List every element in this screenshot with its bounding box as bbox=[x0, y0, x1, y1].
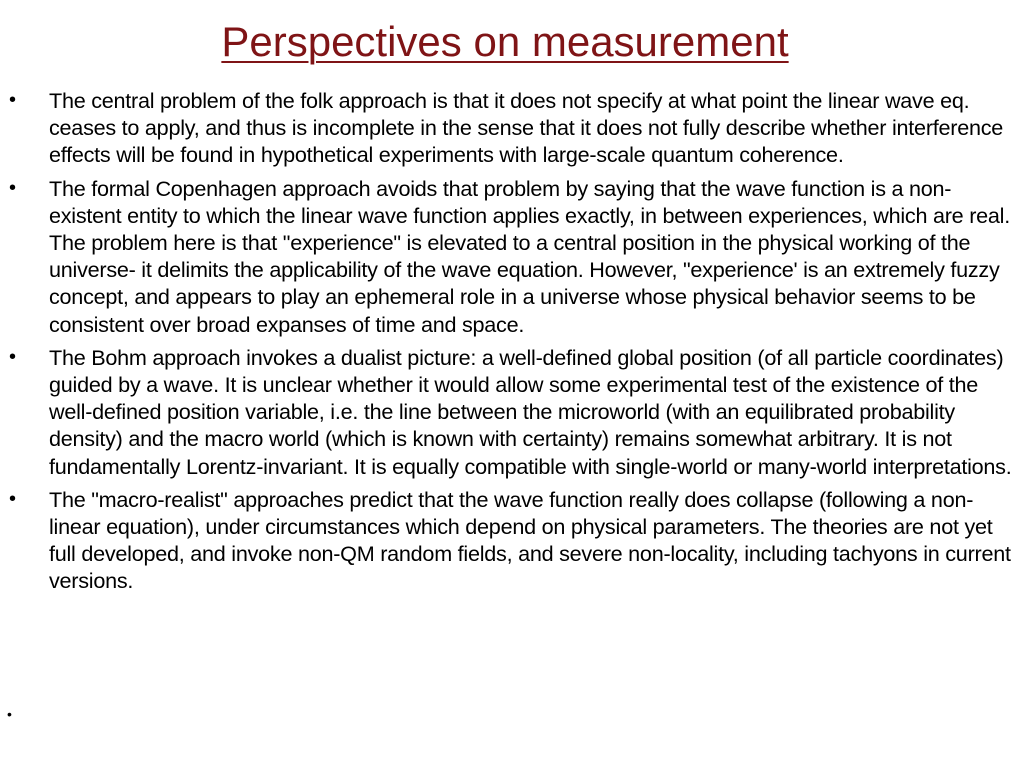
bullet-dot-icon: • bbox=[9, 176, 16, 199]
bullet-item-macro-realist-approach bbox=[0, 486, 1024, 595]
bullet-text: The "macro-realist" approaches predict that the wave function really does collapse (following a non-linear equation), under circumstances which depend on physical parameters. The theories are not yet full developed, and invoke non-QM random fields, and severe non-locality, including tachyons in current versions. bbox=[49, 486, 1011, 594]
bullet-list bbox=[0, 87, 1024, 601]
bullet-item-bohm-approach bbox=[0, 344, 1024, 480]
bullet-dot-icon: • bbox=[9, 487, 16, 510]
slide-title: Perspectives on measurement bbox=[221, 18, 789, 65]
bullet-text: The formal Copenhagen approach avoids that problem by saying that the wave function is a non-existent entity to which the linear wave function applies exactly, in between experiences, which are real. The problem here is that "experience" is elevated to a central position in the physical working of the universe- it delimits the applicability of the wave equation. However, "experience' is an extremely fuzzy concept, and appears to play an ephemeral role in a universe whose physical behavior seems to be consistent over broad expanses of time and space. bbox=[49, 175, 1010, 337]
bullet-dot-icon: • bbox=[9, 345, 16, 368]
bullet-item-copenhagen-approach bbox=[0, 175, 1024, 338]
bullet-dot-icon: • bbox=[9, 89, 16, 111]
empty-bullet-mark: • bbox=[7, 706, 12, 722]
bullet-item-folk-approach bbox=[0, 87, 1024, 169]
bullet-text: The Bohm approach invokes a dualist picture: a well-defined global position (of all particle coordinates) guided by a wave. It is unclear whether it would allow some experimental test of the existence of the well-defined position variable, i.e. the line between the microworld (with an equilibrated probability density) and the macro world (which is known with certainty) remains somewhat arbitrary. It is not fundamentally Lorentz-invariant. It is equally compatible with single-world or many-world interpretations. bbox=[49, 344, 1012, 479]
bullet-text: The central problem of the folk approach is that it does not specify at what point the linear wave eq. ceases to apply, and thus is incomplete in the sense that it does not fully describe whether interference effects will be found in hypothetical experiments with large-scale quantum coherence. bbox=[49, 88, 1004, 168]
